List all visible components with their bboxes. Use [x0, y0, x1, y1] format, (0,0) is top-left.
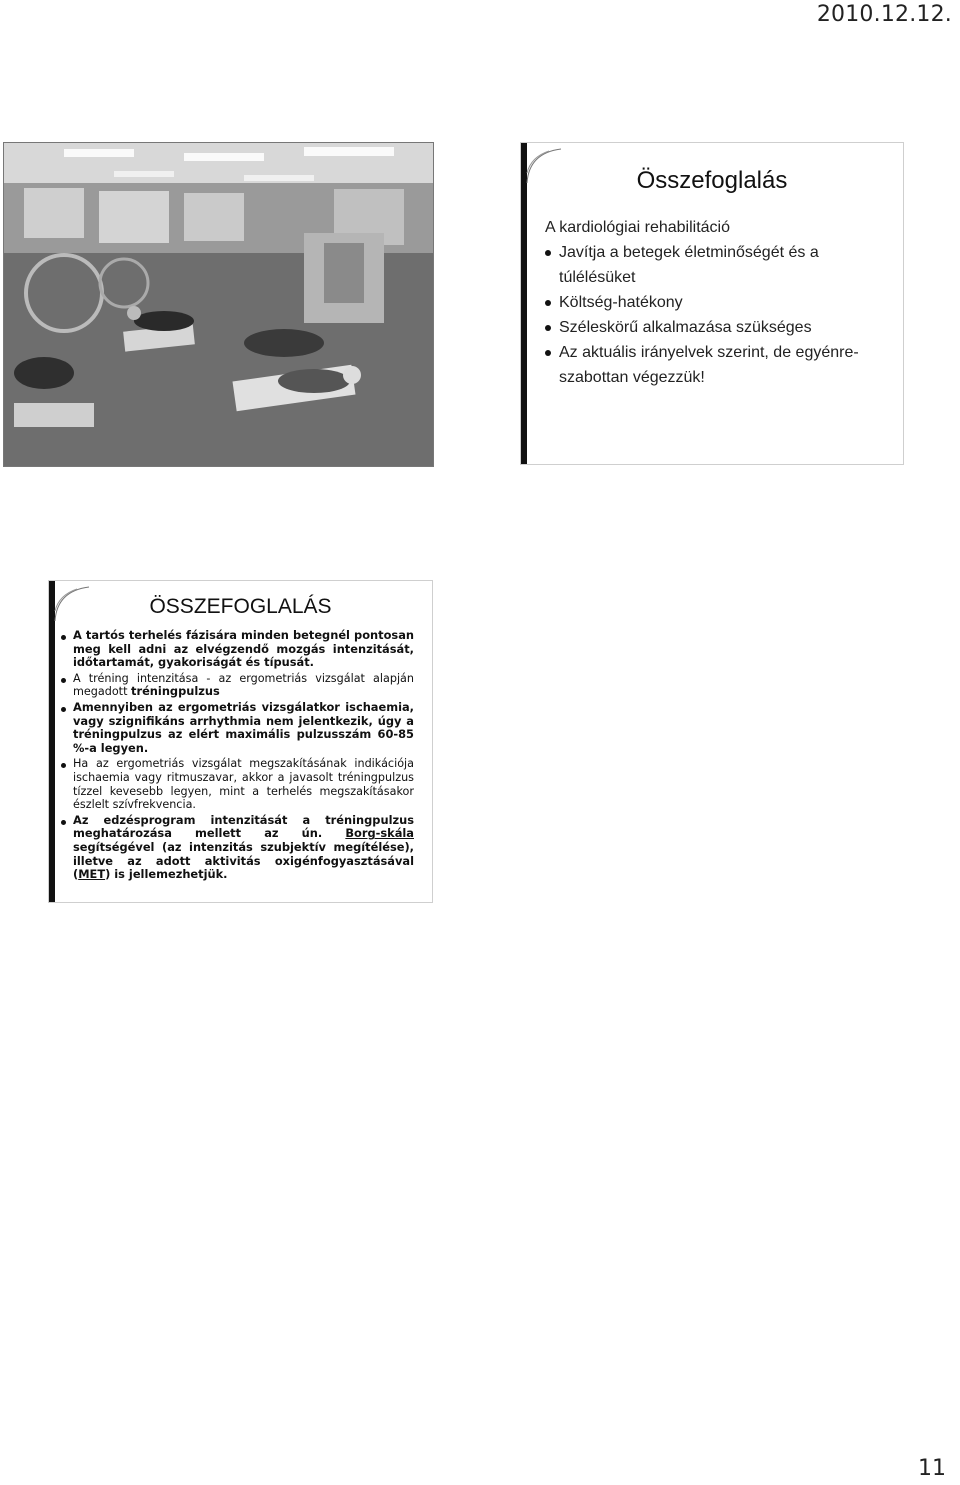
- bullet-icon: [61, 763, 66, 768]
- bullet-icon: [61, 678, 66, 683]
- bullet-icon: [61, 820, 66, 825]
- paragraph-ischaemia: Ha az ergometriás vizsgálat megszakításának indikációja ischaemia vagy ritmuszavar, akkor a javasolt tréningpulzus tízzel kevesebb legyen, mint a terhelés megszakításakor észlelt szívfrekvencia.: [59, 757, 414, 811]
- list-item: Az aktuális irányelvek szerint, de egyénre-szabottan végezzük!: [545, 340, 889, 390]
- slide-summary-1: [520, 142, 904, 465]
- bullet-icon: [545, 325, 551, 331]
- bullet-icon: [61, 635, 66, 640]
- list-item: Széleskörű alkalmazása szükséges: [545, 315, 889, 340]
- list-item: A kardiológiai rehabilitáció: [545, 219, 730, 236]
- paragraph-training-program: Az edzésprogram intenzitását a tréningpulzus meghatározása mellett az ún. Borg-skála segítségével (az intenzitás szubjektív megítélése), illetve az adott aktivitás oxigénfogyasztásával (MET) is jellemezhetjük.: [59, 814, 414, 882]
- list-item: Költség-hatékony: [545, 290, 889, 315]
- borg-scale-link[interactable]: Borg-skála: [345, 826, 414, 841]
- slide-title: Összefoglalás: [636, 167, 788, 194]
- list-item: Javítja a betegek életminőségét és a túlélésüket: [545, 240, 889, 290]
- gym-photo: [3, 142, 434, 467]
- met-link[interactable]: MET: [78, 867, 106, 882]
- page-number: 11: [918, 1456, 946, 1481]
- print-date: 2010.12.12.: [816, 2, 952, 27]
- bullet-icon: [545, 250, 551, 256]
- bullet-icon: [545, 300, 551, 306]
- slide-summary-2: [48, 580, 433, 903]
- slide-body: [59, 629, 414, 884]
- bullet-icon: [61, 707, 66, 712]
- paragraph-training-intensity: A tréning intenzitása - az ergometriás vizsgálat alapján megadott tréningpulzus: [59, 672, 414, 699]
- paragraph-load-phase: A tartós terhelés fázisára minden betegnél pontosan meg kell adni az elvégzendő mozgás intenzitását, időtartamát, gyakoriságát és típusát.: [59, 629, 414, 670]
- summary-list: [545, 215, 889, 390]
- bullet-icon: [545, 350, 551, 356]
- paragraph-no-ischaemia: Amennyiben az ergometriás vizsgálatkor ischaemia, vagy szignifikáns arrhythmia nem jelentkezik, úgy a tréningpulzus az elért maximális pulzusszám 60-85 %-a legyen.: [59, 701, 414, 755]
- slide-title: ÖSSZEFOGLALÁS: [149, 595, 332, 618]
